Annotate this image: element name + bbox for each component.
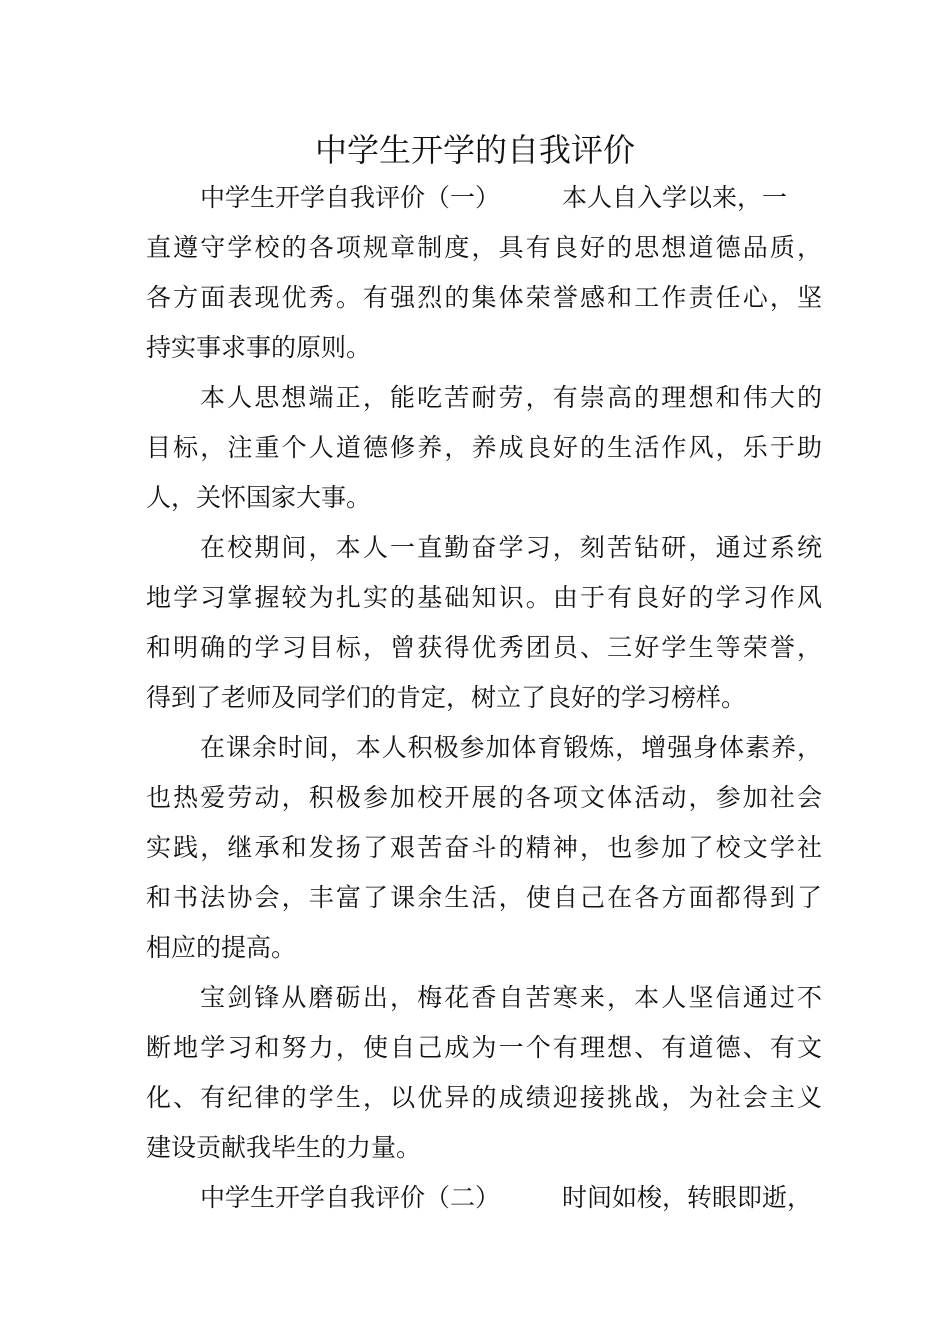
text-segment: 时间如梭，转眼即逝，	[562, 1183, 813, 1212]
section-heading: 中学生开学自我评价（一）	[200, 183, 501, 212]
text-line: 也热爱劳动，积极参加校开展的各项文体活动，参加社会	[146, 783, 822, 812]
text-line: 实践，继承和发扬了艰苦奋斗的精神，也参加了校文学社	[146, 833, 822, 862]
text-segment: 本人自入学以来，一	[562, 183, 788, 212]
text-line: 在校期间，本人一直勤奋学习，刻苦钻研，通过系统	[200, 533, 822, 562]
document-title: 中学生开学的自我评价	[314, 131, 635, 169]
text-line: 地学习掌握较为扎实的基础知识。由于有良好的学习作风	[146, 583, 822, 612]
section-heading: 中学生开学自我评价（二）	[200, 1183, 501, 1212]
text-line: 得到了老师及同学们的肯定，树立了良好的学习榜样。	[146, 683, 747, 712]
text-line	[200, 180, 787, 216]
text-line: 持实事求事的原则。	[146, 333, 372, 362]
text-line: 本人思想端正，能吃苦耐劳，有崇高的理想和伟大的	[200, 383, 822, 412]
text-line: 在课余时间，本人积极参加体育锻炼，增强身体素养，	[200, 733, 822, 762]
text-line: 人，关怀国家大事。	[146, 483, 372, 512]
text-line: 各方面表现优秀。有强烈的集体荣誉感和工作责任心，坚	[146, 283, 822, 312]
text-line: 和书法协会，丰富了课余生活，使自己在各方面都得到了	[146, 883, 822, 912]
text-line: 目标，注重个人道德修养，养成良好的生活作风，乐于助	[146, 433, 822, 462]
text-line: 和明确的学习目标，曾获得优秀团员、三好学生等荣誉，	[146, 633, 822, 662]
text-line: 建设贡献我毕生的力量。	[146, 1133, 422, 1162]
text-line: 宝剑锋从磨砺出，梅花香自苦寒来，本人坚信通过不	[200, 983, 822, 1012]
text-line: 相应的提高。	[146, 933, 297, 962]
text-line	[200, 1180, 812, 1216]
text-line: 断地学习和努力，使自己成为一个有理想、有道德、有文	[146, 1033, 822, 1062]
text-line: 化、有纪律的学生，以优异的成绩迎接挑战，为社会主义	[146, 1083, 822, 1112]
text-line: 直遵守学校的各项规章制度，具有良好的思想道德品质，	[146, 233, 822, 262]
